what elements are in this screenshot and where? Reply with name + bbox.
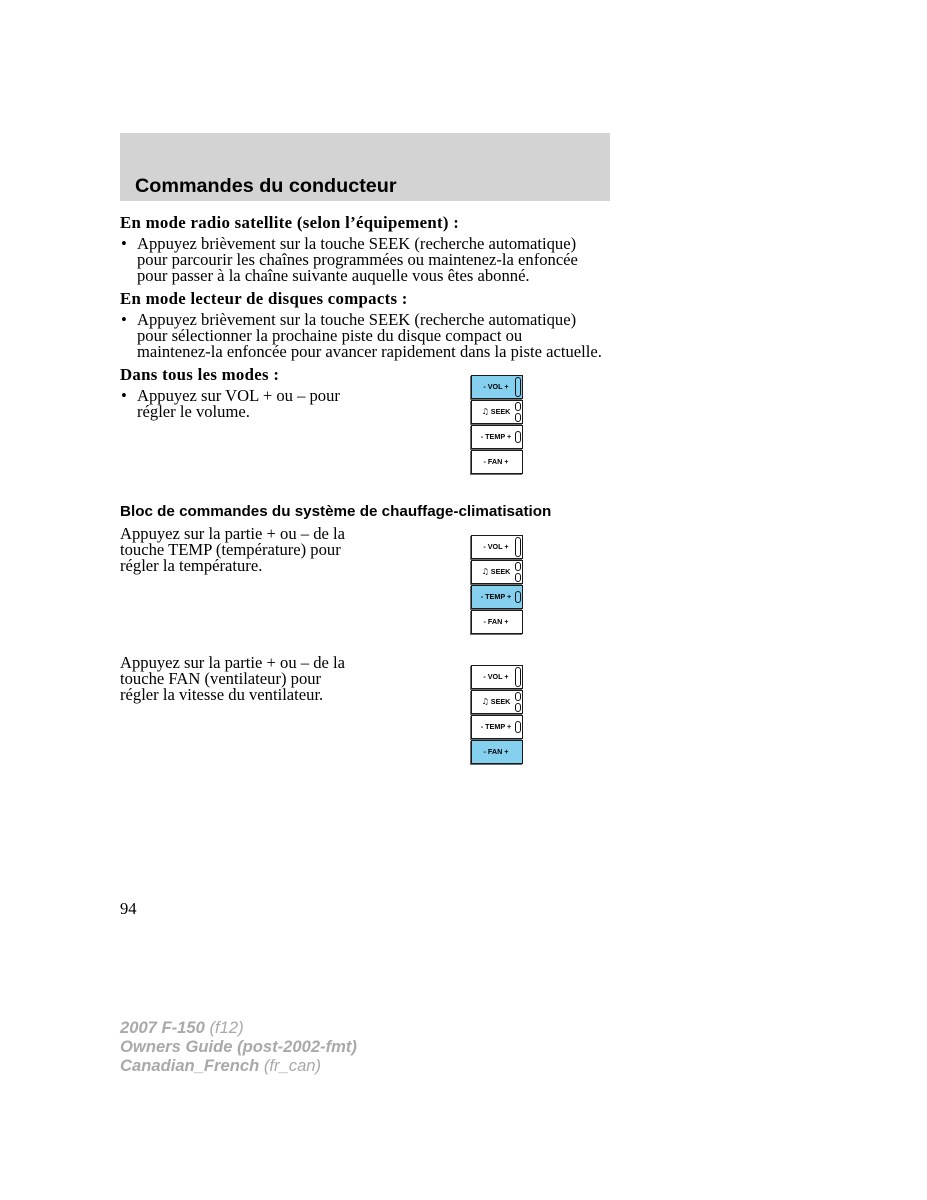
fan-button-label: - FAN + — [483, 457, 509, 466]
control-panel-diagram-vol — [471, 375, 524, 476]
bullet-line: pour sélectionner la prochaine piste du disque compact ou — [137, 326, 523, 345]
vol-button — [471, 665, 523, 689]
satellite-mode-heading: En mode radio satellite (selon l’équipement) : — [120, 213, 460, 232]
vol-button-label: - VOL + — [483, 542, 509, 551]
control-panel-diagram-temp — [471, 535, 524, 636]
seek-button-label: SEEK — [490, 407, 511, 416]
temp-indicator-icon — [515, 591, 521, 603]
text-line: Appuyez sur la partie + ou – de la — [120, 653, 346, 672]
bullet-text — [137, 312, 602, 360]
bullet-line: pour parcourir les chaînes programmées ou maintenez-la enfoncée — [137, 250, 578, 269]
seek-button-label-group — [477, 401, 515, 423]
all-modes-bullet — [120, 388, 420, 420]
bullet-marker: • — [121, 310, 127, 329]
temp-button-label: - TEMP + — [480, 432, 512, 441]
cd-mode-heading: En mode lecteur de disques compacts : — [120, 289, 408, 308]
footer-vehicle-code: (f12) — [209, 1018, 244, 1037]
seek-down-indicator-icon — [515, 413, 521, 422]
temp-button — [471, 425, 523, 449]
temp-indicator-icon — [515, 431, 521, 443]
bullet-line: Appuyez brièvement sur la touche SEEK (recherche automatique) — [137, 310, 577, 329]
temp-button — [471, 585, 523, 609]
text-line: touche TEMP (température) pour — [120, 540, 341, 559]
vol-button — [471, 375, 523, 399]
fan-button — [471, 610, 523, 634]
text-line: régler la température. — [120, 556, 263, 575]
footer-language-code: (fr_can) — [263, 1056, 322, 1075]
vol-button — [471, 535, 523, 559]
cd-mode-bullet — [120, 312, 620, 360]
bullet-text — [137, 236, 578, 284]
seek-button — [471, 400, 523, 424]
all-modes-heading: Dans tous les modes : — [120, 365, 280, 384]
control-panel-diagram-fan — [471, 665, 524, 766]
bullet-text — [137, 388, 340, 420]
fan-button — [471, 740, 523, 764]
vol-rocker-indicator-icon — [515, 377, 521, 397]
fan-button-label: - FAN + — [483, 617, 509, 626]
seek-up-indicator-icon — [515, 562, 521, 571]
footer-vehicle-line — [120, 1018, 357, 1037]
footer-vehicle: 2007 F-150 — [120, 1018, 205, 1037]
temp-button-label: - TEMP + — [480, 722, 512, 731]
bullet-line: maintenez-la enfoncée pour avancer rapidement dans la piste actuelle. — [137, 342, 602, 361]
footer-language-line — [120, 1056, 357, 1075]
music-note-icon: ♫ — [481, 407, 489, 416]
seek-button-label-group — [477, 561, 515, 583]
bullet-marker: • — [121, 386, 127, 405]
seek-down-indicator-icon — [515, 573, 521, 582]
footer-guide-line — [120, 1037, 357, 1056]
seek-up-indicator-icon — [515, 692, 521, 701]
temp-instructions — [120, 526, 345, 574]
fan-button — [471, 450, 523, 474]
document-footer — [120, 1018, 357, 1075]
seek-up-indicator-icon — [515, 402, 521, 411]
fan-button-label: - FAN + — [483, 747, 509, 756]
fan-instructions — [120, 655, 345, 703]
seek-down-indicator-icon — [515, 703, 521, 712]
footer-language: Canadian_French — [120, 1056, 260, 1075]
seek-button-label: SEEK — [490, 697, 511, 706]
temp-button — [471, 715, 523, 739]
seek-button — [471, 560, 523, 584]
bullet-line: Appuyez sur VOL + ou – pour — [137, 386, 340, 405]
text-line: touche FAN (ventilateur) pour — [120, 669, 322, 688]
climate-control-heading: Bloc de commandes du système de chauffage-climatisation — [120, 503, 552, 520]
temp-button-label: - TEMP + — [480, 592, 512, 601]
page-number: 94 — [120, 899, 137, 918]
bullet-line: pour passer à la chaîne suivante auquelle vous êtes abonné. — [137, 266, 530, 285]
bullet-line: Appuyez brièvement sur la touche SEEK (recherche automatique) — [137, 234, 577, 253]
vol-rocker-indicator-icon — [515, 537, 521, 557]
bullet-marker: • — [121, 234, 127, 253]
section-title: Commandes du conducteur — [135, 175, 397, 197]
seek-button — [471, 690, 523, 714]
temp-indicator-icon — [515, 721, 521, 733]
seek-button-label: SEEK — [490, 567, 511, 576]
text-line: régler la vitesse du ventilateur. — [120, 685, 324, 704]
footer-guide: Owners Guide (post-2002-fmt) — [120, 1037, 357, 1056]
vol-rocker-indicator-icon — [515, 667, 521, 687]
seek-button-label-group — [477, 691, 515, 713]
satellite-mode-bullet — [120, 236, 620, 284]
music-note-icon: ♫ — [481, 697, 489, 706]
music-note-icon: ♫ — [481, 567, 489, 576]
text-line: Appuyez sur la partie + ou – de la — [120, 524, 346, 543]
bullet-line: régler le volume. — [137, 402, 250, 421]
vol-button-label: - VOL + — [483, 382, 509, 391]
vol-button-label: - VOL + — [483, 672, 509, 681]
